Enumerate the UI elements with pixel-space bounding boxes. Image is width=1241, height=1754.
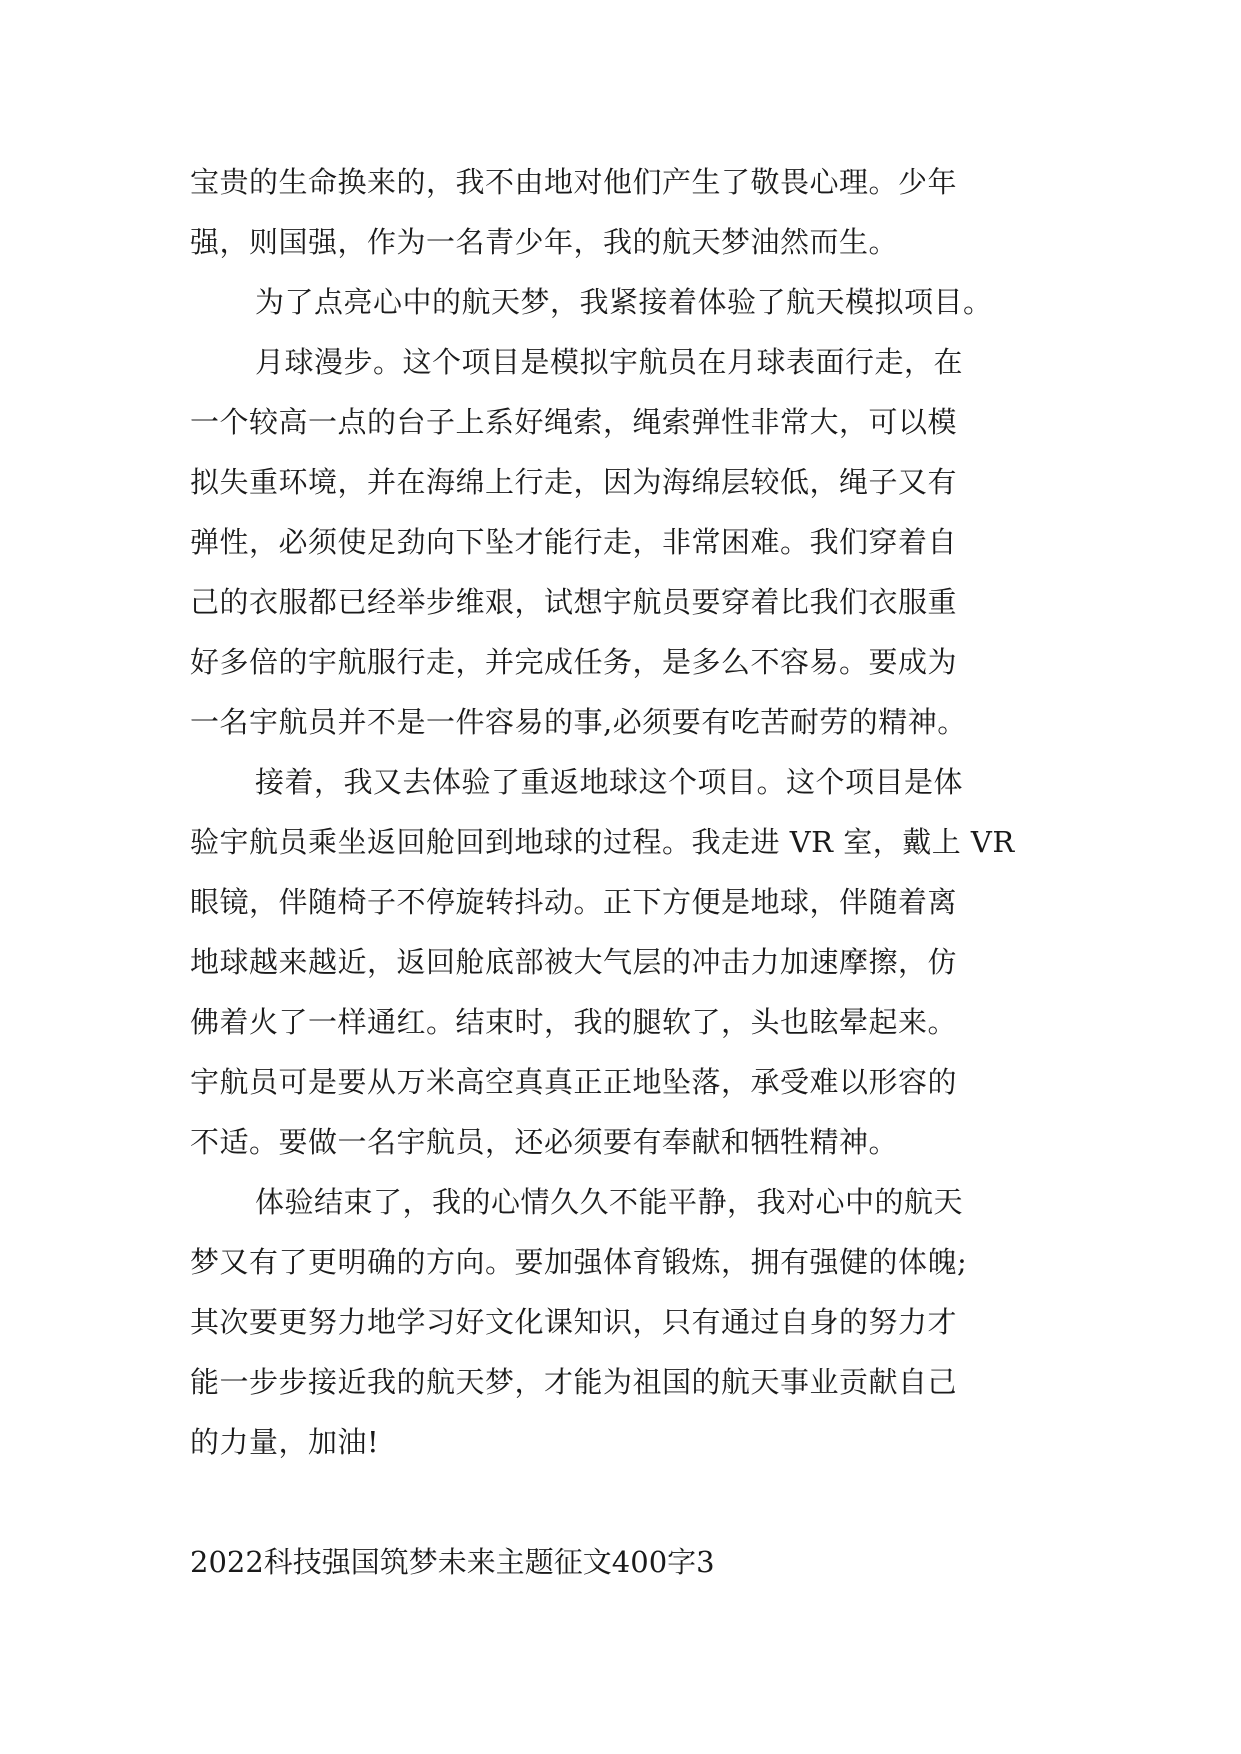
text-line: 好多倍的宇航服行走，并完成任务，是多么不容易。要成为 bbox=[190, 645, 958, 679]
text-line: 梦又有了更明确的方向。要加强体育锻炼，拥有强健的体魄; bbox=[190, 1245, 968, 1279]
text-line: 弹性，必须使足劲向下坠才能行走，非常困难。我们穿着自 bbox=[190, 525, 958, 559]
text-line: 一名宇航员并不是一件容易的事,必须要有吃苦耐劳的精神。 bbox=[190, 705, 967, 739]
text-line: 拟失重环境，并在海绵上行走，因为海绵层较低，绳子又有 bbox=[190, 465, 958, 499]
text-line: 强，则国强，作为一名青少年，我的航天梦油然而生。 bbox=[190, 225, 899, 259]
text-line: 不适。要做一名宇航员，还必须要有奉献和牺牲精神。 bbox=[190, 1125, 899, 1159]
text-line: 验宇航员乘坐返回舱回到地球的过程。我走进 VR 室，戴上 VR bbox=[190, 825, 1015, 859]
text-line: 一个较高一点的台子上系好绳索，绳索弹性非常大，可以模 bbox=[190, 405, 958, 439]
text-line: 宇航员可是要从万米高空真真正正地坠落，承受难以形容的 bbox=[190, 1065, 958, 1099]
text-line: 宝贵的生命换来的，我不由地对他们产生了敬畏心理。少年 bbox=[190, 165, 958, 199]
text-line: 的力量，加油! bbox=[190, 1425, 380, 1459]
text-line: 月球漫步。这个项目是模拟宇航员在月球表面行走，在 bbox=[255, 345, 964, 379]
text-line: 地球越来越近，返回舱底部被大气层的冲击力加速摩擦，仿 bbox=[190, 945, 958, 979]
text-line: 为了点亮心中的航天梦，我紧接着体验了航天模拟项目。 bbox=[255, 285, 993, 319]
text-line: 己的衣服都已经举步维艰，试想宇航员要穿着比我们衣服重 bbox=[190, 585, 958, 619]
text-line: 能一步步接近我的航天梦，才能为祖国的航天事业贡献自己 bbox=[190, 1365, 958, 1399]
text-line: 眼镜，伴随椅子不停旋转抖动。正下方便是地球，伴随着离 bbox=[190, 885, 958, 919]
text-line: 接着，我又去体验了重返地球这个项目。这个项目是体 bbox=[255, 765, 964, 799]
section-heading: 2022科技强国筑梦未来主题征文400字3 bbox=[190, 1545, 715, 1579]
text-line: 其次要更努力地学习好文化课知识，只有通过自身的努力才 bbox=[190, 1305, 958, 1339]
text-line: 佛着火了一样通红。结束时，我的腿软了，头也眩晕起来。 bbox=[190, 1005, 958, 1039]
text-line: 体验结束了，我的心情久久不能平静，我对心中的航天 bbox=[255, 1185, 964, 1219]
